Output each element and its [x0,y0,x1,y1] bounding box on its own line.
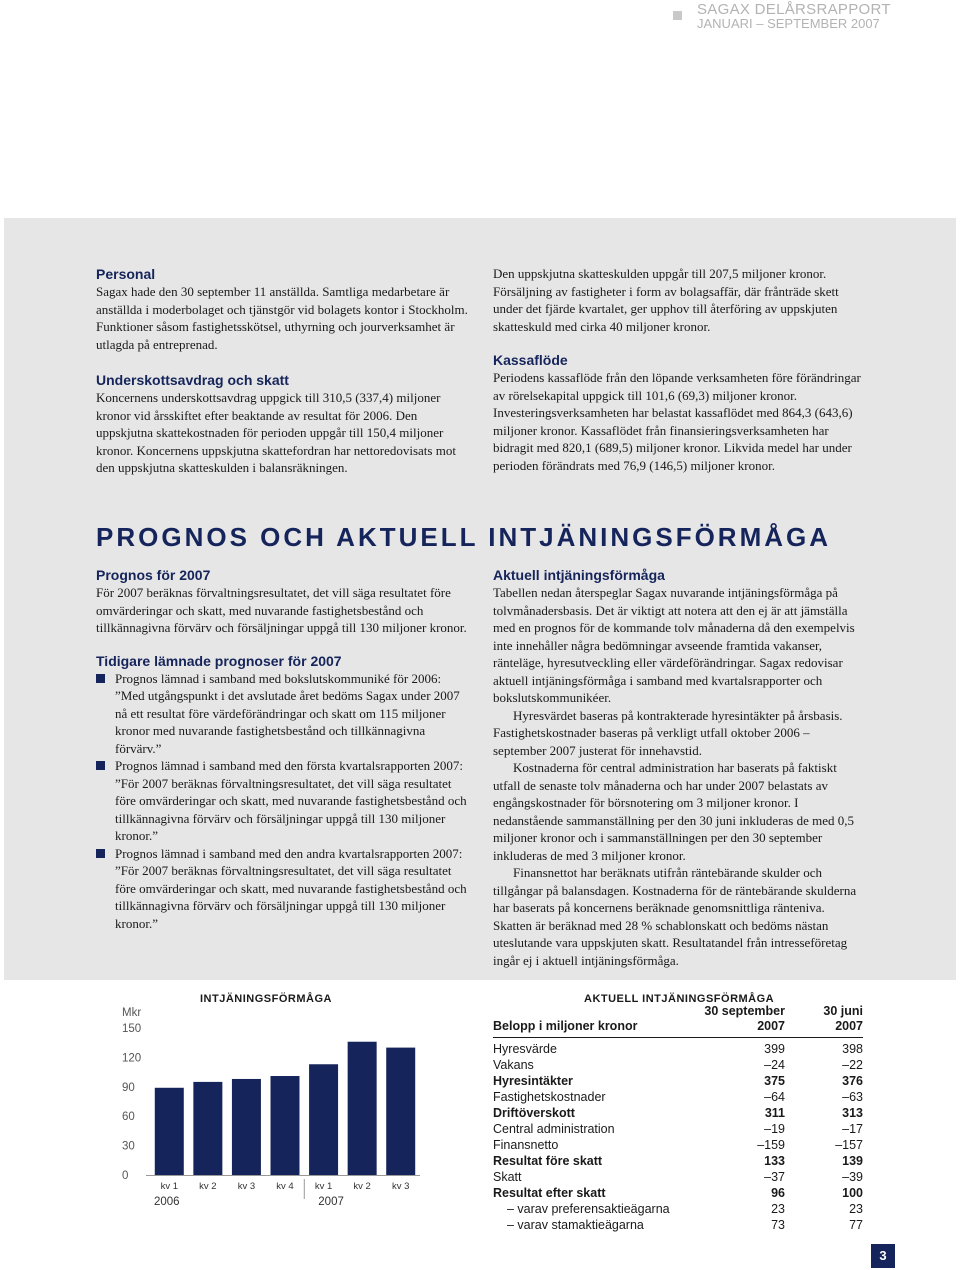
row-value: 73 [771,1218,785,1232]
row-label: Resultat efter skatt [493,1186,606,1200]
table-row [493,1153,863,1169]
x-tick-label: kv 2 [353,1181,371,1192]
year-label: 2006 [154,1196,180,1208]
row-label: Vakans [493,1058,534,1072]
x-tick-label: kv 2 [199,1181,217,1192]
row-value: –37 [764,1170,785,1184]
table-label-header: Belopp i miljoner kronor [493,1019,703,1038]
row-value: –159 [757,1138,785,1152]
bar-chart [100,985,440,1215]
row-label: Hyresintäkter [493,1074,573,1088]
list-item [96,670,468,758]
table-row [493,1089,863,1105]
row-value: 399 [764,1042,785,1056]
table-title: AKTUELL INTJÄNINGSFÖRMÅGA [584,993,775,1005]
row-label: Resultat före skatt [493,1154,603,1168]
y-tick-label: 120 [122,1052,142,1065]
row-value: –157 [835,1138,863,1152]
table-row [493,1073,863,1089]
bullet-square-icon [96,674,105,683]
x-tick-label: kv 3 [237,1181,256,1192]
x-tick-label: kv 1 [160,1181,179,1192]
list-item-text: Prognos lämnad i samband med bokslutskommuniké för 2006: ”Med utgångspunkt i det avslutade året bedöms Sagax under 2007 nå ett resultat före värdeförändringar och skatt om 115 miljoner kronor med nuvarande fastighetsbestånd och tillkännagivna förvärv.” [115,670,460,756]
list-item-text: Prognos lämnad i samband med den andra kvartalsrapporten 2007: ”För 2007 beräknas förvaltningsresultatet, det vill säga resultatet före omvärderingar och skatt, med nuvarande fastighetsbestånd och tillkännagivna förvärv och försäljningar uppgå till 130 miljoner kronor.” [115,845,467,931]
prognos-heading: Prognos för 2007 [96,567,211,583]
earnings-table [493,1004,863,1233]
aktuell-paragraph: Kostnaderna för central administration har baserats på faktiskt utfall de senaste tolv månaderna och har under 2007 belastats av engångskostnader för börsnotering om 3 miljoner kronor. I nedanstående sammanställning per den 30 juni inkluderas de med 0,5 miljoner kronor och i sammanställningen per den 30 september inkluderas de med 3 miljoner kronor. [493,760,855,863]
skatt-continued-text: Den uppskjutna skatteskulden uppgår till 207,5 miljoner kronor. Försäljning av fastigheter i form av bolagsaffär, där frånträde skett under det fjärde kvartalet, ger upphov till återföring av uppskjuten skatteskuld med cirka 40 miljoner kronor. [493,266,839,334]
prognos-text: För 2007 beräknas förvaltningsresultatet, det vill säga resultatet före omvärderingar och skatt, med nuvarande fastighetsbestånd och tillkännagivna förvärv och försäljningar uppgå till 130 miljoner kronor. [96,585,467,635]
personal-heading: Personal [96,266,156,282]
bar [193,1082,222,1175]
y-tick-label: 60 [122,1111,135,1124]
year-label: 2007 [318,1196,344,1208]
table-row [493,1105,863,1121]
y-tick-label: 30 [122,1140,135,1153]
row-value: 375 [764,1074,785,1088]
bar [155,1088,184,1175]
row-value: 139 [842,1154,863,1168]
list-item [96,757,468,845]
tidigare-list [96,670,468,933]
row-label: Central administration [493,1122,615,1136]
column-right-bottom [493,566,865,969]
column-right-top [493,265,865,474]
row-value: –22 [842,1058,863,1072]
personal-text: Sagax hade den 30 september 11 anställda. Samtliga medarbetare är anställda i moderbolaget och tjänstgör vid bolagets kontor i Stockholm. Funktioner såsom fastighetsskötsel, uthyrning och jourverksamhet är utlagda på entreprenad. [96,284,468,352]
row-value: 23 [771,1202,785,1216]
row-value: 376 [842,1074,863,1088]
x-tick-label: kv 1 [314,1181,333,1192]
row-value: –17 [842,1122,863,1136]
row-value: –64 [764,1090,785,1104]
row-value: 398 [842,1042,863,1056]
kassaflode-heading: Kassaflöde [493,352,568,368]
col2-header-bottom: 2007 [785,1019,863,1038]
row-label: Skatt [493,1170,522,1184]
bar [386,1048,415,1175]
y-tick-label: 90 [122,1081,135,1094]
skatt-heading: Underskottsavdrag och skatt [96,372,289,388]
table-row [493,1169,863,1185]
table-row [493,1217,863,1233]
section-title: PROGNOS OCH AKTUELL INTJÄNINGSFÖRMÅGA [96,522,832,552]
row-label: Fastighetskostnader [493,1090,606,1104]
bullet-square-icon [96,849,105,858]
tidigare-heading: Tidigare lämnade prognoser för 2007 [96,652,342,669]
bar [271,1076,300,1175]
list-item-text: Prognos lämnad i samband med den första kvartalsrapporten 2007: ”För 2007 beräknas förvaltningsresultatet, det vill säga resultatet före omvärderingar och skatt, med nuvarande fastighetsbestånd och tillkännagivna förvärv och försäljningar uppgå till 130 miljoner kronor.” [115,758,467,843]
table-row [493,1057,863,1073]
bar [232,1079,261,1175]
aktuell-paragraph: Tabellen nedan återspeglar Sagax nuvarande intjäningsförmåga på tolvmånadersbasis. Det är viktigt att notera att den ej är att jämställa med en prognos för de kommande tolv månaderna då den exempelvis inte innehåller några bedömningar avseende framtida vakanser, ränteläge, hyresutveckling eller värdeförändringar. Sagax redovisar aktuell intjäningsförmåga i samband med kvartalsrapporter och bokslutskommunikéer. [493,585,855,705]
row-label: Driftöverskott [493,1106,575,1120]
report-title: SAGAX DELÅRSRAPPORT [697,1,891,18]
x-tick-label: kv 4 [276,1181,294,1192]
row-label: Finansnetto [493,1138,559,1152]
row-value: 311 [764,1106,785,1120]
row-value: 96 [771,1186,785,1200]
y-tick-label: 150 [122,1023,142,1035]
row-value: –24 [764,1058,785,1072]
chart-area [100,985,440,1215]
row-label: – varav preferensaktieägarna [507,1202,670,1216]
kassaflode-text: Periodens kassaflöde från den löpande verksamheten före förändringar av rörelsekapital uppgick till 101,6 (69,3) miljoner kronor. Investeringsverksamheten har belastat kassaflödet med 864,3 (643,6) miljoner kronor. Kassaflödet från finansieringsverksamheten har bidragit med 820,1 (689,5) miljoner kronor. Likvida medel har under perioden förändrats med 76,9 (146,5) miljoner kronor. [493,370,861,473]
row-value: 77 [849,1218,863,1232]
aktuell-paragraph: Hyresvärdet baseras på kontrakterade hyresintäkter på årsbasis. Fastighetskostnader baseras på verkligt utfall oktober 2006 – september 2007 justerat för innehavstid. [493,707,843,758]
col2-header-top: 30 juni [823,1004,863,1018]
row-label: – varav stamaktieägarna [507,1218,644,1232]
y-tick-label: 0 [122,1170,129,1182]
table-row [493,1137,863,1153]
bullet-square-icon [96,761,105,770]
row-label: Hyresvärde [493,1042,557,1056]
bar [348,1042,377,1175]
row-value: 133 [764,1154,785,1168]
chart-title: INTJÄNINGSFÖRMÅGA [200,993,332,1005]
column-left-top [96,265,468,477]
aktuell-heading: Aktuell intjäningsförmåga [493,567,665,583]
row-value: –63 [842,1090,863,1104]
row-value: –19 [764,1122,785,1136]
x-tick-label: kv 3 [391,1181,410,1192]
col1-header-bottom: 2007 [703,1019,785,1038]
table-row [493,1185,863,1201]
report-period: JANUARI – SEPTEMBER 2007 [697,16,880,31]
header-square-icon [673,11,682,20]
row-value: 100 [842,1186,863,1200]
aktuell-paragraph: Finansnettot har beräknats utifrån räntebärande skulder och tillgångar på balansdagen. Kostnaderna för de räntebärande skulderna har baserats på koncernens beräknade genomsnittliga ränteniva. Skatten är beräknad med 28 % schablonskatt och bedöms nästan uteslutande vara uppskjuten skatt. Resultatandel från intresseföretag ingår ej i aktuell intjäningsförmåga. [493,865,857,968]
list-item [96,845,468,933]
table-row [493,1038,863,1058]
row-value: –39 [842,1170,863,1184]
bar [309,1064,338,1175]
y-axis-unit-label: Mkr [122,1007,142,1019]
page-number: 3 [871,1244,895,1268]
table-row [493,1121,863,1137]
table-row [493,1201,863,1217]
col1-header-top: 30 september [704,1004,785,1018]
column-left-bottom [96,566,468,932]
row-value: 23 [849,1202,863,1216]
skatt-text: Koncernens underskottsavdrag uppgick till 310,5 (337,4) miljoner kronor vid årsskiftet efter beaktande av resultat för 2006. Den uppskjutna skattekostnaden för perioden uppgår till 150,4 miljoner kronor. Koncernens uppskjutna skattefordran har nettoredovisats mot den uppskjutna skatteskulden i balansräkningen. [96,390,456,475]
row-value: 313 [842,1106,863,1120]
